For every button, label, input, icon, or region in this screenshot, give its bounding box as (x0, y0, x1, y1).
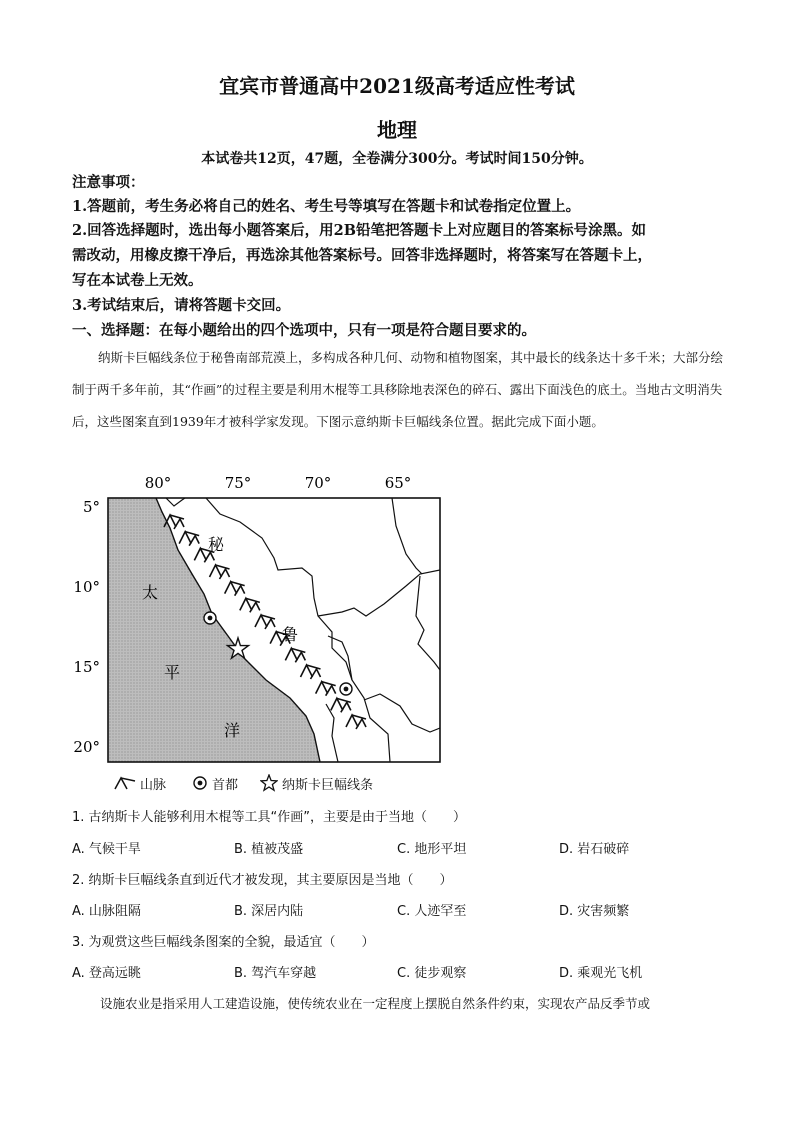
lat-label-20: 20° (73, 738, 100, 756)
country-char-1: 秘 (208, 535, 225, 554)
mountain-symbol (189, 536, 199, 546)
mountain-symbol (250, 602, 260, 612)
question-2-stem: 2. 纳斯卡巨幅线条直到近代才被发现，其主要原因是当地（ ） (72, 873, 453, 888)
border-east-2 (416, 576, 440, 670)
question-1-option-b: B. 植被茂盛 (234, 842, 304, 857)
exam-info: 本试卷共12页，47题，全卷满分300分。考试时间150分钟。 (201, 151, 593, 167)
lat-label-5: 5° (82, 498, 100, 516)
border-chile-bolivia (326, 704, 338, 762)
question-3-option-a: A. 登高远眺 (72, 966, 141, 981)
notes-item-2-line-3: 写在本试卷上无效。 (72, 272, 203, 289)
question-2-option-c: C. 人迹罕至 (397, 904, 467, 919)
nazca-intro-paragraph: 纳斯卡巨幅线条位于秘鲁南部荒漠上，多构成各种几何、动物和植物图案，其中最长的线条达十多千米；大部分绘制于两千多年前，其“作画”的过程主要是利用木棍等工具移除地表深色的碎石、露出下面浅色的底土。当地古文明消失后，这些图案直到1939年才被科学家发现。下图示意纳斯卡巨幅线条位置。据此完成下面小题。 (72, 350, 724, 429)
mountain-symbol (356, 719, 366, 729)
question-2-option-a: A. 山脉阻隔 (72, 904, 141, 919)
mountain-symbol (326, 686, 336, 696)
lat-label-15: 15° (73, 658, 100, 676)
lat-label-10: 10° (73, 578, 100, 596)
ocean-char-1: 太 (142, 583, 159, 602)
question-1-option-d: D. 岩石破碎 (559, 842, 630, 857)
question-2-option-d: D. 灾害频繁 (559, 904, 630, 919)
border-bolivia-north (318, 570, 440, 616)
question-3-option-c: C. 徒步观察 (397, 966, 467, 981)
capital-lima-marker (204, 612, 216, 624)
question-3-option-b: B. 驾汽车穿越 (234, 966, 317, 981)
exam-title: 宜宾市普通高中2021级高考适应性考试 (219, 74, 575, 98)
ocean-char-3: 洋 (224, 721, 241, 740)
mountain-symbol (311, 669, 321, 679)
lon-label-65: 65° (384, 474, 412, 492)
ocean-char-2: 平 (164, 663, 181, 682)
nazca-location-map (70, 466, 450, 796)
question-3-stem: 3. 为观赏这些巨幅线条图案的全貌，最适宜（ ） (72, 935, 375, 950)
question-3-option-d: D. 乘观光飞机 (559, 966, 643, 981)
country-char-2: 鲁 (282, 625, 299, 644)
question-1-stem: 1. 古纳斯卡人能够利用木棍等工具“作画”，主要是由于当地（ ） (72, 810, 467, 825)
mountain-symbol (235, 586, 245, 596)
mountain-symbol (220, 569, 230, 579)
question-1-option-c: C. 地形平坦 (397, 842, 467, 857)
mountain-symbol (265, 619, 275, 629)
legend-nazca-label: 纳斯卡巨幅线条 (282, 777, 374, 793)
notes-heading: 注意事项： (72, 174, 145, 191)
next-passage-intro: 设施农业是指采用人工建造设施，使传统农业在一定程度上摆脱自然条件约束，实现农产品反季节或 (100, 996, 651, 1011)
mountain-symbol (341, 702, 351, 712)
notes-item-2-line-1: 2.回答选择题时，选出每小题答案后，用2B铅笔把答题卡上对应题目的答案标号涂黑。如 (72, 222, 646, 239)
map-legend (114, 771, 373, 795)
section-1-heading: 一、选择题：在每小题给出的四个选项中，只有一项是符合题目要求的。 (72, 322, 536, 339)
subject-title: 地理 (377, 118, 417, 142)
lon-label-70: 70° (304, 474, 332, 492)
capital-lapaz-marker (340, 683, 352, 695)
legend-mountain-label: 山脉 (140, 777, 167, 793)
border-east-1 (392, 498, 422, 574)
notes-item-3: 3.考试结束后，请将答题卡交回。 (72, 297, 291, 314)
mountain-symbol (174, 519, 184, 529)
question-2-option-b: B. 深居内陆 (234, 904, 304, 919)
legend-capital-label: 首都 (212, 777, 239, 793)
lon-label-80: 80° (144, 474, 172, 492)
capital-legend-icon (192, 775, 208, 791)
mountain-legend-icon (114, 775, 136, 791)
mountain-symbol (295, 652, 305, 662)
notes-item-2-line-2: 需改动，用橡皮擦干净后，再选涂其他答案标号。回答非选择题时，将答案写在答题卡上， (72, 247, 652, 264)
lon-label-75: 75° (224, 474, 252, 492)
question-1-option-a: A. 气候干旱 (72, 842, 141, 857)
notes-item-1: 1.答题前，考生务必将自己的姓名、考生号等填写在答题卡和试卷指定位置上。 (72, 198, 581, 215)
border-bolivia-south (364, 694, 440, 732)
nazca-legend-icon (260, 774, 278, 792)
